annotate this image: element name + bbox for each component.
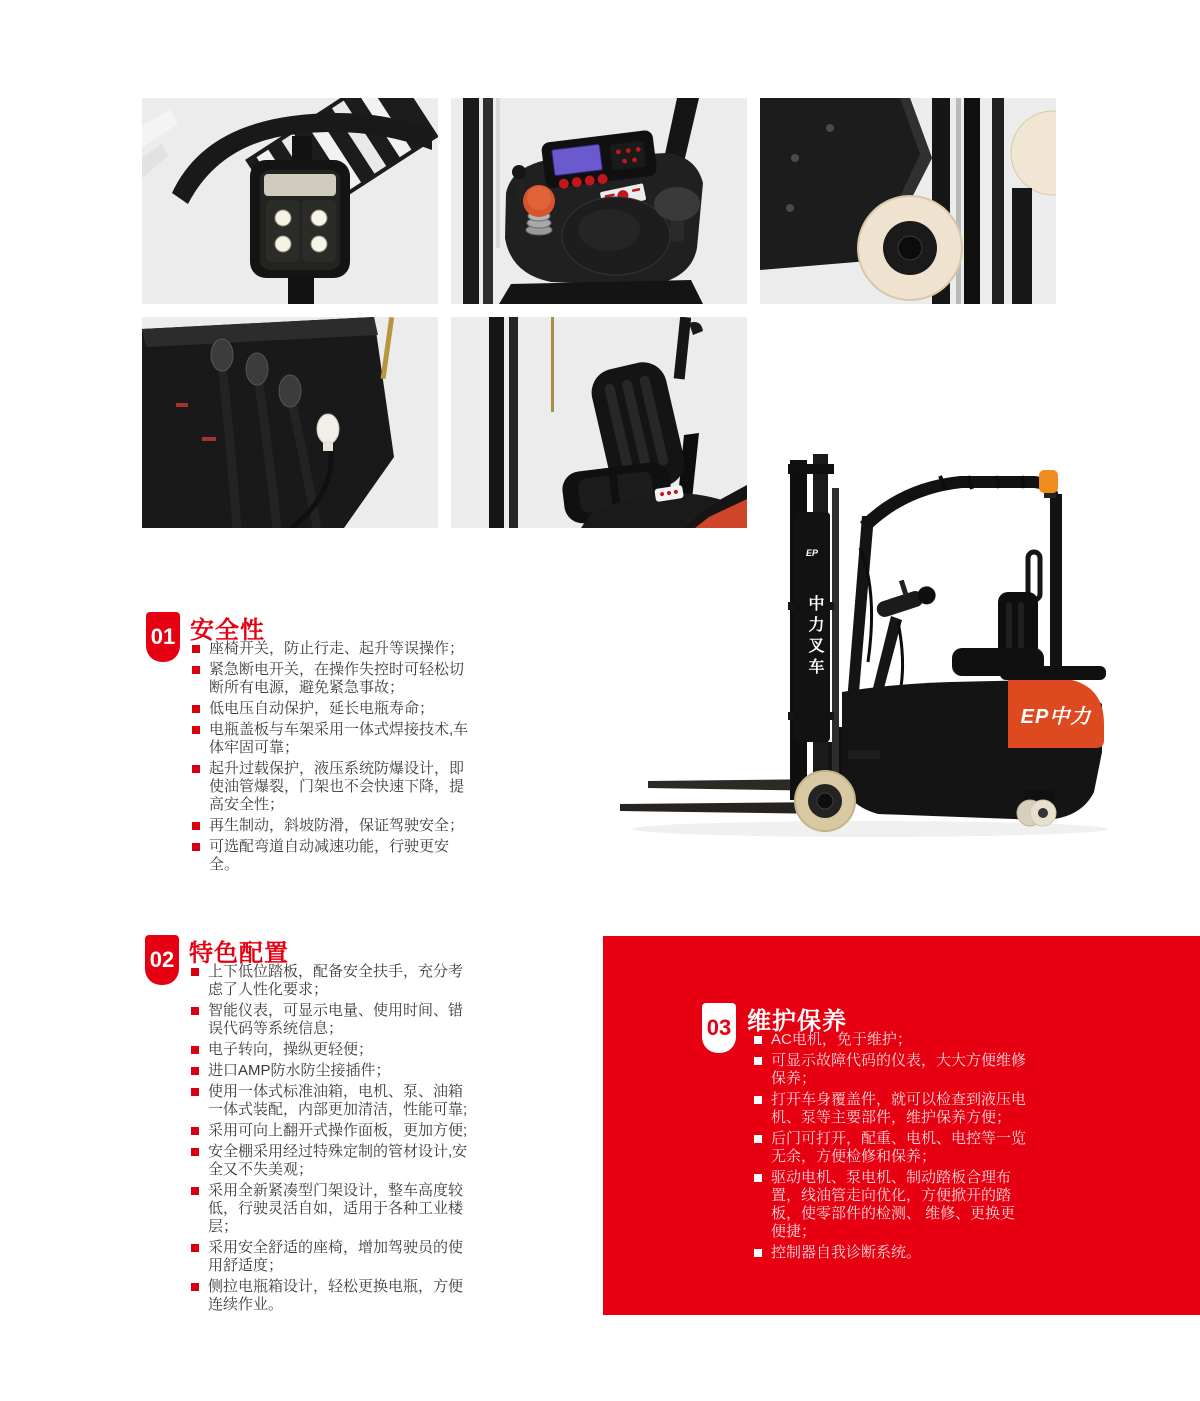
gallery-photo-mast-wheel <box>760 98 1056 304</box>
section-01-title: 安全性 <box>190 617 265 644</box>
forklift-product-photo <box>610 452 1115 840</box>
feature-item: 电子转向，操纵更轻便； <box>189 1041 472 1059</box>
feature-item: AC电机，免于维护； <box>752 1031 1030 1049</box>
section-03-badge: 03 <box>702 1003 736 1053</box>
feature-item: 再生制动，斜坡防滑，保证驾驶安全； <box>190 817 473 835</box>
feature-item: 低电压自动保护，延长电瓶寿命； <box>190 700 473 718</box>
feature-item: 智能仪表，可显示电量、使用时间、错误代码等系统信息； <box>189 1002 472 1038</box>
feature-item: 采用全新紧凑型门架设计，整车高度较低，行驶灵活自如，适用于各种工业楼层； <box>189 1182 472 1236</box>
feature-item: 安全棚采用经过特殊定制的管材设计,安全又不失美观； <box>189 1143 472 1179</box>
feature-item: 后门可打开，配重、电机、电控等一览无余，方便检修和保养； <box>752 1130 1030 1166</box>
feature-item: 使用一体式标准油箱，电机、泵、油箱一体式装配，内部更加清洁，性能可靠; <box>189 1083 472 1119</box>
forklift-illustration <box>610 452 1115 840</box>
mast-ep-logo: EP <box>805 548 818 558</box>
section-safety <box>146 612 486 873</box>
feature-item: 可选配弯道自动减速功能，行驶更安全。 <box>190 838 473 874</box>
grease-fitting <box>317 414 339 444</box>
beacon-light <box>1039 470 1058 493</box>
feature-item: 采用可向上翻开式操作面板，更加方便; <box>189 1122 472 1140</box>
section-configuration <box>145 935 485 1313</box>
section-02-title: 特色配置 <box>189 940 289 967</box>
feature-item: 打开车身覆盖件，就可以检查到液压电机、泵等主要部件，维护保养方便； <box>752 1091 1030 1127</box>
feature-item: 上下低位踏板，配备安全扶手，充分考虑了人性化要求； <box>189 963 472 999</box>
front-wheel <box>795 771 855 831</box>
console-illustration <box>451 98 747 304</box>
gallery-photo-console <box>451 98 747 304</box>
feature-item: 采用安全舒适的座椅，增加驾驶员的使用舒适度； <box>189 1239 472 1275</box>
section-02-list <box>189 963 472 1317</box>
feature-item: 驱动电机、泵电机、制动踏板合理布置，线油管走向优化，方便掀开的踏板，使零部件的检测、 维修、更换更便捷； <box>752 1169 1030 1241</box>
steering-tiller <box>870 572 938 692</box>
feature-item: 控制器自我诊断系统。 <box>752 1244 1030 1262</box>
feature-item: 紧急断电开关，在操作失控时可轻松切断所有电源，避免紧急事故； <box>190 661 473 697</box>
feature-item: 电瓶盖板与车架采用一体式焊接技术,车体牢固可靠； <box>190 721 473 757</box>
headlight-illustration <box>142 98 438 304</box>
shift-knob <box>654 187 700 221</box>
mast-wheel-illustration <box>760 98 1056 304</box>
gallery-photo-levers <box>142 317 438 528</box>
feature-item: 进口AMP防水防尘接插件； <box>189 1062 472 1080</box>
section-03-title: 维护保养 <box>747 1008 847 1035</box>
section-01-list <box>190 640 473 877</box>
feature-item: 可显示故障代码的仪表，大大方便维修保养； <box>752 1052 1030 1088</box>
section-02-badge: 02 <box>145 935 179 985</box>
seat <box>952 592 1044 676</box>
mast-brand-text: 中力叉车 <box>806 595 823 679</box>
section-maintenance <box>603 936 1200 1315</box>
feature-item: 侧拉电瓶箱设计，轻松更换电瓶，方便连续作业。 <box>189 1278 472 1314</box>
feature-item: 座椅开关，防止行走、起升等误操作； <box>190 640 473 658</box>
levers-illustration <box>142 317 438 528</box>
section-01-badge: 01 <box>146 612 180 662</box>
section-03-list <box>752 1031 1030 1265</box>
gallery-photo-headlight <box>142 98 438 304</box>
panel-brand-logo: EP中力 <box>1020 706 1092 728</box>
feature-item: 起升过载保护，液压系统防爆设计，即使油管爆裂，门架也不会快速下降，提高安全性； <box>190 760 473 814</box>
